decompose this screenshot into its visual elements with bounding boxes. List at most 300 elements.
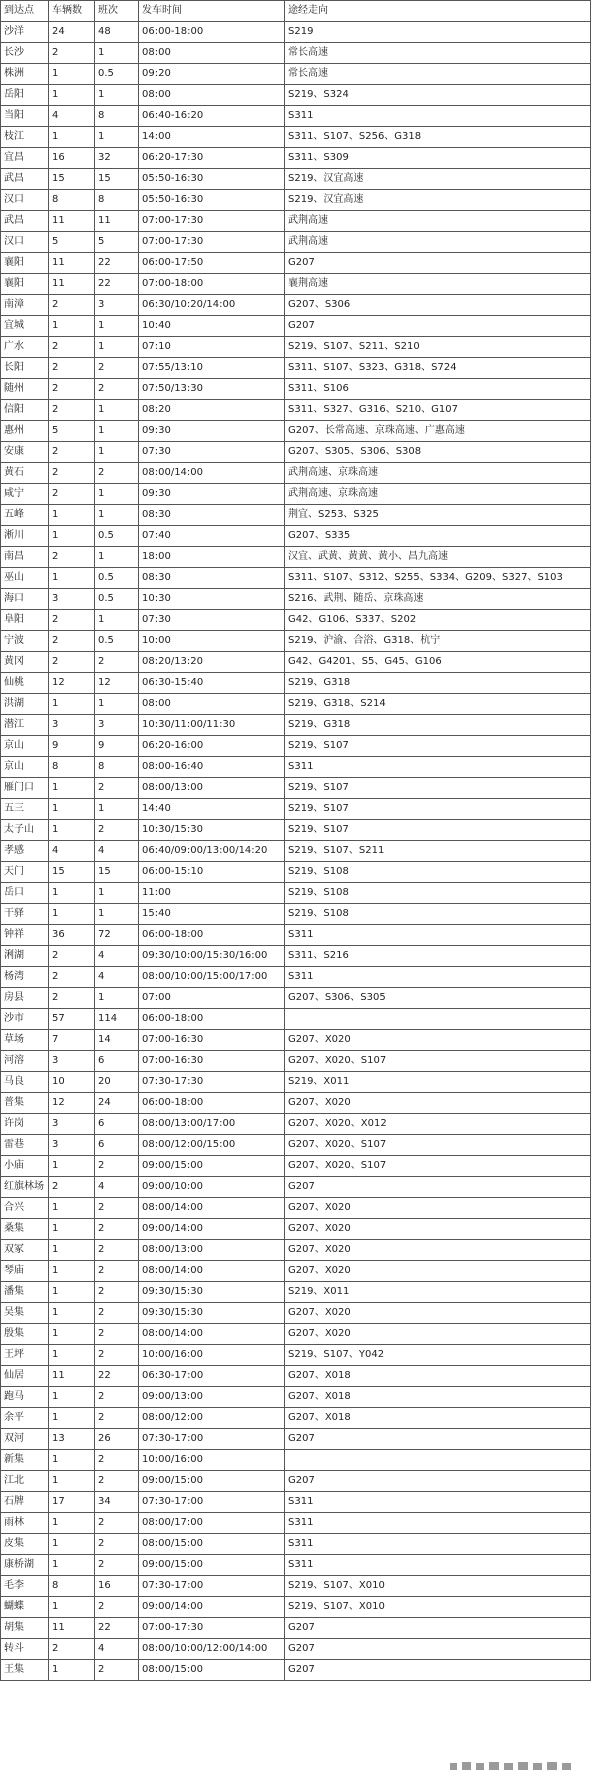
- cell-trips: 2: [95, 1534, 139, 1555]
- cell-departure-time: 08:00/13:00: [139, 1240, 285, 1261]
- cell-vehicle-count: 1: [49, 505, 95, 526]
- header-row: [1, 1, 591, 22]
- cell-trips: 1: [95, 988, 139, 1009]
- cell-route: 常长高速: [285, 43, 591, 64]
- cell-trips: 2: [95, 1324, 139, 1345]
- cell-departure-time: 08:00/10:00/15:00/17:00: [139, 967, 285, 988]
- cell-trips: 4: [95, 1639, 139, 1660]
- cell-vehicle-count: 1: [49, 1345, 95, 1366]
- cell-vehicle-count: 1: [49, 1660, 95, 1681]
- cell-departure-time: 09:30/10:00/15:30/16:00: [139, 946, 285, 967]
- cell-departure-time: 06:00-18:00: [139, 925, 285, 946]
- table-row: [1, 1660, 591, 1681]
- table-row: [1, 1177, 591, 1198]
- cell-trips: 22: [95, 1366, 139, 1387]
- cell-destination: 杨湾: [1, 967, 49, 988]
- cell-route: G207: [285, 1639, 591, 1660]
- cell-route: S219、X011: [285, 1072, 591, 1093]
- cell-vehicle-count: 10: [49, 1072, 95, 1093]
- cell-trips: 2: [95, 379, 139, 400]
- cell-route: G207、X020、S107: [285, 1156, 591, 1177]
- cell-vehicle-count: 2: [49, 610, 95, 631]
- table-row: [1, 400, 591, 421]
- cell-destination: 石牌: [1, 1492, 49, 1513]
- cell-departure-time: 08:30: [139, 568, 285, 589]
- cell-route: S219、S107: [285, 736, 591, 757]
- cell-route: G207、X020、X012: [285, 1114, 591, 1135]
- cell-departure-time: 15:40: [139, 904, 285, 925]
- cell-vehicle-count: 11: [49, 253, 95, 274]
- table-row: [1, 1513, 591, 1534]
- cell-destination: 枝江: [1, 127, 49, 148]
- table-row: [1, 1072, 591, 1093]
- header-trips: 班次: [95, 1, 139, 22]
- table-row: [1, 169, 591, 190]
- cell-trips: 0.5: [95, 526, 139, 547]
- cell-vehicle-count: 9: [49, 736, 95, 757]
- cell-vehicle-count: 12: [49, 673, 95, 694]
- table-row: [1, 799, 591, 820]
- cell-vehicle-count: 24: [49, 22, 95, 43]
- cell-route: G207: [285, 253, 591, 274]
- table-row: [1, 43, 591, 64]
- cell-route: S311: [285, 925, 591, 946]
- cell-departure-time: 09:30: [139, 484, 285, 505]
- cell-vehicle-count: 3: [49, 589, 95, 610]
- cell-departure-time: 07:00-17:30: [139, 1618, 285, 1639]
- table-row: [1, 547, 591, 568]
- table-row: [1, 1492, 591, 1513]
- cell-departure-time: 07:30-17:00: [139, 1429, 285, 1450]
- cell-route: G207: [285, 1660, 591, 1681]
- table-row: [1, 274, 591, 295]
- cell-vehicle-count: 1: [49, 568, 95, 589]
- cell-trips: 22: [95, 253, 139, 274]
- cell-vehicle-count: 11: [49, 211, 95, 232]
- table-row: [1, 106, 591, 127]
- cell-destination: 小庙: [1, 1156, 49, 1177]
- cell-vehicle-count: 1: [49, 1450, 95, 1471]
- cell-destination: 襄阳: [1, 253, 49, 274]
- table-row: [1, 862, 591, 883]
- cell-departure-time: 09:30/15:30: [139, 1282, 285, 1303]
- cell-departure-time: 06:00-18:00: [139, 1009, 285, 1030]
- cell-destination: 孝感: [1, 841, 49, 862]
- cell-departure-time: 07:30: [139, 610, 285, 631]
- cell-destination: 随州: [1, 379, 49, 400]
- cell-destination: 吴集: [1, 1303, 49, 1324]
- cell-trips: 2: [95, 1303, 139, 1324]
- cell-destination: 洪湖: [1, 694, 49, 715]
- cell-departure-time: 07:30-17:00: [139, 1492, 285, 1513]
- cell-destination: 当阳: [1, 106, 49, 127]
- table-row: [1, 505, 591, 526]
- cell-vehicle-count: 1: [49, 1597, 95, 1618]
- cell-destination: 雷巷: [1, 1135, 49, 1156]
- cell-destination: 京山: [1, 736, 49, 757]
- cell-departure-time: 08:30: [139, 505, 285, 526]
- cell-vehicle-count: 2: [49, 337, 95, 358]
- cell-departure-time: 10:40: [139, 316, 285, 337]
- cell-departure-time: 07:50/13:30: [139, 379, 285, 400]
- cell-vehicle-count: 2: [49, 988, 95, 1009]
- cell-route: S219、S108: [285, 904, 591, 925]
- cell-trips: 2: [95, 1555, 139, 1576]
- table-row: [1, 1114, 591, 1135]
- cell-destination: 潘集: [1, 1282, 49, 1303]
- cell-route: G207、S305、S306、S308: [285, 442, 591, 463]
- cell-trips: 2: [95, 1597, 139, 1618]
- cell-trips: 4: [95, 967, 139, 988]
- cell-trips: 14: [95, 1030, 139, 1051]
- cell-route: S311: [285, 967, 591, 988]
- cell-vehicle-count: 5: [49, 421, 95, 442]
- cell-trips: 2: [95, 1345, 139, 1366]
- table-row: [1, 736, 591, 757]
- cell-route: [285, 1450, 591, 1471]
- cell-departure-time: 06:00-18:00: [139, 22, 285, 43]
- cell-destination: 长阳: [1, 358, 49, 379]
- cell-trips: 5: [95, 232, 139, 253]
- cell-departure-time: 14:00: [139, 127, 285, 148]
- cell-vehicle-count: 1: [49, 127, 95, 148]
- cell-destination: 双冢: [1, 1240, 49, 1261]
- cell-trips: 2: [95, 1261, 139, 1282]
- cell-destination: 毛李: [1, 1576, 49, 1597]
- cell-departure-time: 18:00: [139, 547, 285, 568]
- cell-route: 常长高速: [285, 64, 591, 85]
- table-row: [1, 631, 591, 652]
- table-row: [1, 337, 591, 358]
- cell-destination: 宜昌: [1, 148, 49, 169]
- table-row: [1, 694, 591, 715]
- cell-route: S219、S107、S211: [285, 841, 591, 862]
- cell-trips: 0.5: [95, 64, 139, 85]
- watermark: [442, 1760, 592, 1772]
- cell-trips: 2: [95, 1450, 139, 1471]
- cell-route: S219、S324: [285, 85, 591, 106]
- cell-destination: 海口: [1, 589, 49, 610]
- cell-trips: 1: [95, 694, 139, 715]
- cell-destination: 五峰: [1, 505, 49, 526]
- cell-destination: 长沙: [1, 43, 49, 64]
- cell-vehicle-count: 2: [49, 484, 95, 505]
- cell-destination: 王坪: [1, 1345, 49, 1366]
- table-row: [1, 610, 591, 631]
- cell-destination: 京山: [1, 757, 49, 778]
- cell-departure-time: 06:20-16:00: [139, 736, 285, 757]
- table-row: [1, 484, 591, 505]
- cell-route: S219、汉宜高速: [285, 190, 591, 211]
- cell-vehicle-count: 2: [49, 946, 95, 967]
- table-row: [1, 1450, 591, 1471]
- cell-destination: 转斗: [1, 1639, 49, 1660]
- cell-trips: 0.5: [95, 631, 139, 652]
- cell-destination: 河溶: [1, 1051, 49, 1072]
- cell-trips: 11: [95, 211, 139, 232]
- cell-route: G207、X020: [285, 1198, 591, 1219]
- cell-departure-time: 09:30/15:30: [139, 1303, 285, 1324]
- cell-route: G207: [285, 316, 591, 337]
- cell-trips: 114: [95, 1009, 139, 1030]
- cell-route: S219、沪渝、合浴、G318、杭宁: [285, 631, 591, 652]
- table-row: [1, 1471, 591, 1492]
- cell-departure-time: 10:30/11:00/11:30: [139, 715, 285, 736]
- cell-vehicle-count: 8: [49, 190, 95, 211]
- cell-destination: 皮集: [1, 1534, 49, 1555]
- table-row: [1, 1261, 591, 1282]
- table-row: [1, 1576, 591, 1597]
- cell-departure-time: 08:00/14:00: [139, 1261, 285, 1282]
- cell-departure-time: 09:00/14:00: [139, 1597, 285, 1618]
- cell-route: G207、X018: [285, 1366, 591, 1387]
- table-row: [1, 673, 591, 694]
- cell-trips: 2: [95, 1408, 139, 1429]
- cell-destination: 信阳: [1, 400, 49, 421]
- cell-departure-time: 06:30-15:40: [139, 673, 285, 694]
- cell-departure-time: 10:00: [139, 631, 285, 652]
- cell-trips: 1: [95, 316, 139, 337]
- cell-trips: 2: [95, 1513, 139, 1534]
- cell-route: S219、S108: [285, 883, 591, 904]
- cell-route: S311: [285, 757, 591, 778]
- cell-departure-time: 09:00/15:00: [139, 1156, 285, 1177]
- cell-vehicle-count: 3: [49, 1051, 95, 1072]
- cell-trips: 2: [95, 778, 139, 799]
- table-row: [1, 127, 591, 148]
- cell-departure-time: 07:00-16:30: [139, 1051, 285, 1072]
- cell-destination: 干驿: [1, 904, 49, 925]
- table-row: [1, 883, 591, 904]
- cell-departure-time: 09:20: [139, 64, 285, 85]
- cell-destination: 仙居: [1, 1366, 49, 1387]
- table-row: [1, 379, 591, 400]
- cell-departure-time: 11:00: [139, 883, 285, 904]
- table-row: [1, 1282, 591, 1303]
- table-row: [1, 1198, 591, 1219]
- cell-departure-time: 08:00/17:00: [139, 1513, 285, 1534]
- table-row: [1, 1366, 591, 1387]
- cell-route: G207、长常高速、京珠高速、广惠高速: [285, 421, 591, 442]
- cell-departure-time: 08:20: [139, 400, 285, 421]
- cell-route: G207、X020: [285, 1324, 591, 1345]
- table-row: [1, 1093, 591, 1114]
- cell-route: S311、S107、S323、G318、S724: [285, 358, 591, 379]
- cell-vehicle-count: 1: [49, 1198, 95, 1219]
- cell-vehicle-count: 1: [49, 85, 95, 106]
- cell-route: S311、S309: [285, 148, 591, 169]
- cell-vehicle-count: 36: [49, 925, 95, 946]
- cell-departure-time: 06:20-17:30: [139, 148, 285, 169]
- cell-departure-time: 09:00/15:00: [139, 1471, 285, 1492]
- cell-departure-time: 10:00/16:00: [139, 1345, 285, 1366]
- cell-departure-time: 09:00/13:00: [139, 1387, 285, 1408]
- table-row: [1, 1009, 591, 1030]
- cell-departure-time: 06:40/09:00/13:00/14:20: [139, 841, 285, 862]
- cell-vehicle-count: 4: [49, 106, 95, 127]
- cell-vehicle-count: 13: [49, 1429, 95, 1450]
- cell-trips: 8: [95, 106, 139, 127]
- table-row: [1, 967, 591, 988]
- cell-vehicle-count: 1: [49, 799, 95, 820]
- table-row: [1, 85, 591, 106]
- cell-vehicle-count: 1: [49, 1156, 95, 1177]
- cell-trips: 1: [95, 43, 139, 64]
- cell-departure-time: 09:00/15:00: [139, 1555, 285, 1576]
- cell-departure-time: 05:50-16:30: [139, 190, 285, 211]
- cell-route: S219、S107: [285, 778, 591, 799]
- cell-departure-time: 08:00/13:00: [139, 778, 285, 799]
- cell-trips: 72: [95, 925, 139, 946]
- cell-destination: 余平: [1, 1408, 49, 1429]
- cell-route: S219、G318、S214: [285, 694, 591, 715]
- cell-destination: 天门: [1, 862, 49, 883]
- table-row: [1, 22, 591, 43]
- cell-departure-time: 09:00/14:00: [139, 1219, 285, 1240]
- cell-trips: 3: [95, 715, 139, 736]
- cell-destination: 汉口: [1, 190, 49, 211]
- cell-vehicle-count: 3: [49, 715, 95, 736]
- cell-route: G207、X020: [285, 1030, 591, 1051]
- cell-trips: 1: [95, 442, 139, 463]
- table-row: [1, 778, 591, 799]
- cell-destination: 沙洋: [1, 22, 49, 43]
- cell-destination: 株洲: [1, 64, 49, 85]
- cell-destination: 武昌: [1, 169, 49, 190]
- table-row: [1, 295, 591, 316]
- cell-departure-time: 06:00-18:00: [139, 1093, 285, 1114]
- cell-route: 荆宜、S253、S325: [285, 505, 591, 526]
- cell-vehicle-count: 11: [49, 1366, 95, 1387]
- cell-vehicle-count: 15: [49, 169, 95, 190]
- cell-destination: 房县: [1, 988, 49, 1009]
- cell-departure-time: 07:00-17:30: [139, 211, 285, 232]
- cell-departure-time: 08:00: [139, 43, 285, 64]
- cell-vehicle-count: 4: [49, 841, 95, 862]
- cell-route: S311、S107、S312、S255、S334、G209、S327、S103: [285, 568, 591, 589]
- cell-vehicle-count: 17: [49, 1492, 95, 1513]
- cell-destination: 马良: [1, 1072, 49, 1093]
- cell-trips: 2: [95, 1282, 139, 1303]
- cell-trips: 22: [95, 1618, 139, 1639]
- cell-trips: 1: [95, 610, 139, 631]
- table-row: [1, 925, 591, 946]
- cell-destination: 殷集: [1, 1324, 49, 1345]
- cell-route: S219、S107、X010: [285, 1597, 591, 1618]
- cell-departure-time: 08:00/12:00/15:00: [139, 1135, 285, 1156]
- cell-vehicle-count: 2: [49, 652, 95, 673]
- cell-destination: 咸宁: [1, 484, 49, 505]
- cell-trips: 0.5: [95, 568, 139, 589]
- cell-destination: 跑马: [1, 1387, 49, 1408]
- table-row: [1, 841, 591, 862]
- cell-trips: 15: [95, 169, 139, 190]
- cell-route: G207、X020: [285, 1303, 591, 1324]
- cell-trips: 48: [95, 22, 139, 43]
- cell-trips: 0.5: [95, 589, 139, 610]
- cell-vehicle-count: 2: [49, 442, 95, 463]
- cell-destination: 普集: [1, 1093, 49, 1114]
- cell-destination: 钟祥: [1, 925, 49, 946]
- cell-vehicle-count: 1: [49, 1303, 95, 1324]
- cell-route: G207、X020: [285, 1093, 591, 1114]
- cell-destination: 巫山: [1, 568, 49, 589]
- cell-trips: 26: [95, 1429, 139, 1450]
- table-row: [1, 1240, 591, 1261]
- cell-departure-time: 14:40: [139, 799, 285, 820]
- cell-departure-time: 08:00/14:00: [139, 1198, 285, 1219]
- cell-route: G207、X018: [285, 1387, 591, 1408]
- cell-vehicle-count: 2: [49, 295, 95, 316]
- table-row: [1, 1429, 591, 1450]
- cell-departure-time: 06:40-16:20: [139, 106, 285, 127]
- cell-destination: 阜阳: [1, 610, 49, 631]
- cell-route: [285, 1009, 591, 1030]
- table-row: [1, 190, 591, 211]
- table-row: [1, 1219, 591, 1240]
- cell-destination: 新集: [1, 1450, 49, 1471]
- cell-vehicle-count: 2: [49, 379, 95, 400]
- cell-departure-time: 10:30/15:30: [139, 820, 285, 841]
- header-route: 途经走向: [285, 1, 591, 22]
- table-row: [1, 820, 591, 841]
- table-row: [1, 904, 591, 925]
- table-row: [1, 442, 591, 463]
- table-row: [1, 211, 591, 232]
- cell-vehicle-count: 1: [49, 1324, 95, 1345]
- cell-vehicle-count: 1: [49, 1219, 95, 1240]
- cell-destination: 雨林: [1, 1513, 49, 1534]
- table-row: [1, 1387, 591, 1408]
- table-row: [1, 715, 591, 736]
- table-body: [1, 22, 591, 1681]
- cell-destination: 雁门口: [1, 778, 49, 799]
- table-row: [1, 358, 591, 379]
- cell-trips: 1: [95, 400, 139, 421]
- table-row: [1, 1618, 591, 1639]
- cell-departure-time: 05:50-16:30: [139, 169, 285, 190]
- table-row: [1, 148, 591, 169]
- cell-route: 武荆高速: [285, 211, 591, 232]
- cell-trips: 1: [95, 883, 139, 904]
- cell-route: S219、S107、X010: [285, 1576, 591, 1597]
- cell-vehicle-count: 2: [49, 1639, 95, 1660]
- cell-vehicle-count: 12: [49, 1093, 95, 1114]
- cell-trips: 6: [95, 1135, 139, 1156]
- table-row: [1, 589, 591, 610]
- cell-vehicle-count: 2: [49, 463, 95, 484]
- cell-departure-time: 07:30: [139, 442, 285, 463]
- cell-route: S219、汉宜高速: [285, 169, 591, 190]
- cell-departure-time: 09:30: [139, 421, 285, 442]
- table-row: [1, 253, 591, 274]
- cell-trips: 2: [95, 1156, 139, 1177]
- cell-destination: 仙桃: [1, 673, 49, 694]
- cell-trips: 24: [95, 1093, 139, 1114]
- cell-vehicle-count: 11: [49, 1618, 95, 1639]
- cell-departure-time: 06:00-15:10: [139, 862, 285, 883]
- table-row: [1, 946, 591, 967]
- table-row: [1, 757, 591, 778]
- cell-destination: 广水: [1, 337, 49, 358]
- cell-departure-time: 07:00-16:30: [139, 1030, 285, 1051]
- cell-vehicle-count: 1: [49, 1240, 95, 1261]
- cell-route: G207: [285, 1618, 591, 1639]
- cell-trips: 4: [95, 1177, 139, 1198]
- cell-trips: 2: [95, 463, 139, 484]
- cell-trips: 22: [95, 274, 139, 295]
- cell-trips: 2: [95, 1219, 139, 1240]
